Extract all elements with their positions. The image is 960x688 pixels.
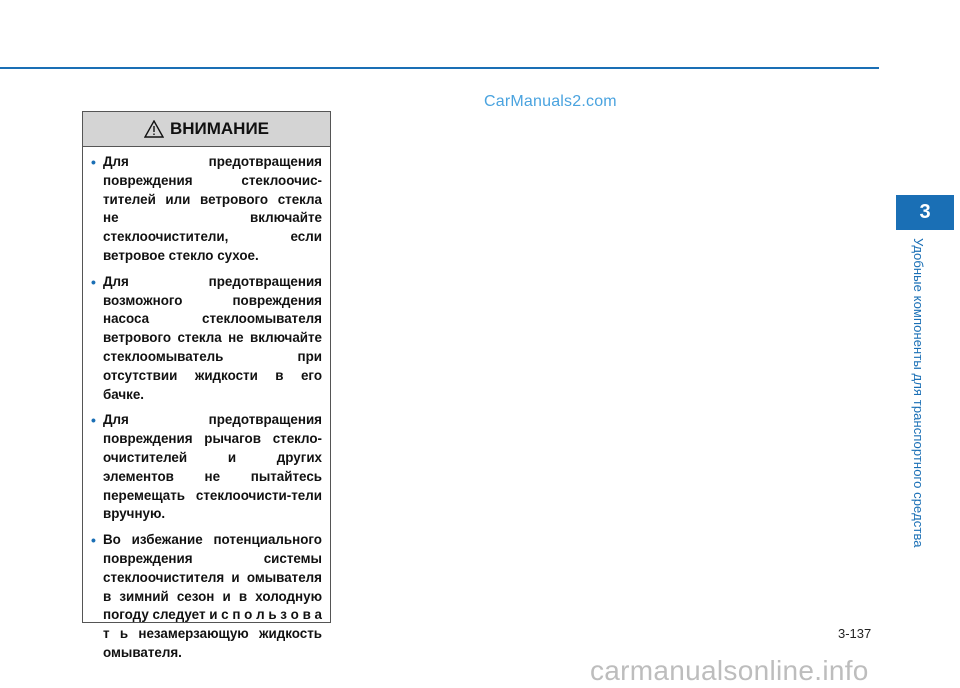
watermark-bottom: carmanualsonline.info bbox=[590, 655, 869, 686]
warning-item-text: Во избежание потенциального повреждения системы стеклоочистителя и омывателя в зимний сезон и в холодную погоду следует и с п о л ь з о в а т ь незамерзающую жидкость омывателя. bbox=[103, 532, 322, 660]
warning-item-text: Для предотвращения возможного повреждения насоса стеклоомывателя ветрового стекла не включайте стеклоомыватель при отсутствии жидкости в его бачке. bbox=[103, 273, 322, 402]
warning-item-text: Для предотвращения повреждения рычагов стекло-очистителей и других элементов не пытайтесь перемещать стеклоочисти-тели вручную. bbox=[103, 412, 322, 522]
warning-item-text: Для предотвращения повреждения стеклоочис-тителей или ветрового стекла не включайте стеклоочистители, если ветровое стекло сухое. bbox=[103, 154, 322, 263]
top-rule bbox=[0, 67, 879, 69]
warning-body bbox=[83, 147, 330, 663]
bullet-icon: • bbox=[91, 532, 96, 549]
warning-box bbox=[82, 111, 331, 660]
warning-title: ВНИМАНИЕ bbox=[169, 119, 270, 138]
chapter-side-title: Удобные компоненты для транспортного средства bbox=[911, 238, 926, 548]
warning-item bbox=[93, 531, 322, 663]
watermark-top: CarManuals2.com bbox=[484, 93, 617, 110]
page-number: 3-137 bbox=[838, 626, 872, 641]
warning-item bbox=[93, 411, 322, 524]
warning-triangle-icon bbox=[144, 120, 164, 138]
bullet-icon: • bbox=[91, 412, 96, 429]
bullet-icon: • bbox=[91, 154, 96, 170]
warning-item bbox=[93, 273, 322, 405]
chapter-tab: 3 bbox=[896, 195, 954, 230]
bullet-icon: • bbox=[91, 273, 96, 290]
warning-header bbox=[83, 112, 330, 147]
warning-item bbox=[93, 153, 322, 266]
